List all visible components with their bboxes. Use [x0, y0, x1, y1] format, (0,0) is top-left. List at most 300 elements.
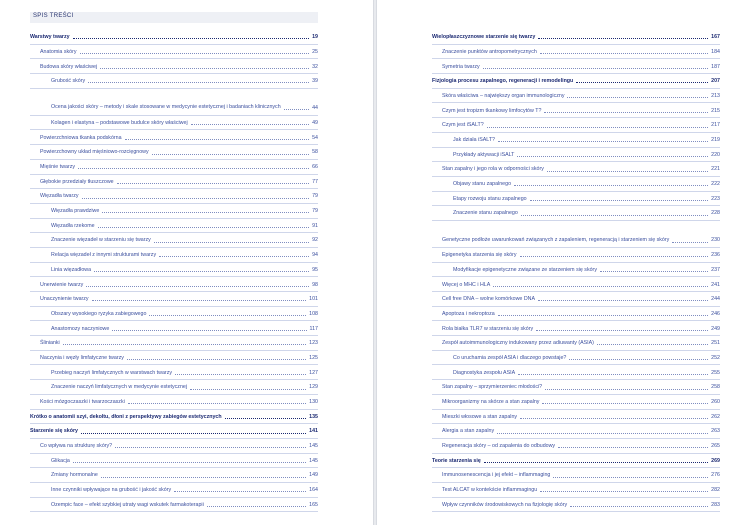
dot-leader [80, 53, 310, 54]
toc-entry-page: 276 [711, 472, 720, 479]
dot-leader [86, 286, 309, 287]
toc-entry-page: 167 [711, 34, 720, 41]
dot-leader [570, 506, 708, 507]
dot-leader [553, 477, 708, 478]
toc-entry[interactable] [30, 160, 318, 175]
toc-entry-line [442, 93, 720, 100]
toc-entry-line [40, 135, 318, 142]
toc-entry-page: 32 [312, 63, 318, 70]
toc-entry-line [453, 181, 720, 188]
toc-entry[interactable] [30, 116, 318, 131]
toc-entry-line [40, 399, 318, 406]
toc-entry-page: 58 [312, 149, 318, 156]
toc-entry-line [442, 414, 720, 421]
toc-entry-page: 246 [711, 310, 720, 317]
toc-entry-title: Znaczenie stanu zapalnego [453, 210, 518, 217]
dot-leader [547, 171, 708, 172]
toc-entry-title: Fizjologia procesu zapalnego, regeneracji i remodelingu [432, 78, 574, 85]
toc-entry-page: 213 [711, 92, 720, 99]
toc-entry-title: Naczynia i węzły limfatyczne twarzy [40, 354, 124, 361]
toc-entry[interactable] [432, 148, 720, 163]
toc-entry-page: 19 [312, 34, 318, 41]
dot-leader [567, 97, 708, 98]
dot-leader [92, 300, 307, 301]
toc-entry-title: Anastomozy naczyniowe [51, 325, 110, 332]
toc-entry-title: Budowa skóry właściwej [40, 63, 98, 70]
toc-entry[interactable] [30, 45, 318, 60]
dot-leader [672, 242, 708, 243]
dot-leader [569, 359, 708, 360]
toc-entry-line [40, 193, 318, 200]
toc-entry-line [453, 137, 720, 144]
toc-entry-line [40, 64, 318, 71]
toc-entry-line [40, 340, 318, 347]
toc-entry-page: 187 [711, 63, 720, 70]
toc-entry-line [442, 443, 720, 450]
section-header-label: SPIS TREŚCI [33, 13, 74, 19]
toc-entry[interactable] [432, 454, 720, 469]
toc-entry-line [51, 208, 318, 215]
toc-entry-line [30, 414, 318, 421]
dot-leader [63, 344, 306, 345]
toc-entry-line [51, 223, 318, 230]
toc-entry-line [442, 296, 720, 303]
toc-entry-title: Krótko o anatomii szyi, dekoltu, dłoni z perspektywy zabiegów estetycznych [30, 413, 222, 420]
toc-entry-page: 244 [711, 296, 720, 303]
toc-entry-page: 91 [312, 222, 318, 229]
dot-leader [520, 256, 709, 257]
toc-entry[interactable] [30, 219, 318, 234]
toc-entry-page: 164 [309, 487, 318, 494]
toc-entry-line [51, 78, 318, 85]
toc-entry[interactable] [432, 133, 720, 148]
dot-leader [540, 491, 708, 492]
toc-entry[interactable] [432, 59, 720, 74]
toc-entry-page: 263 [711, 428, 720, 435]
toc-entry-page: 66 [312, 164, 318, 170]
toc-entry-title: Symetria twarzy [442, 63, 480, 70]
dot-leader [128, 403, 306, 404]
right-page [377, 0, 750, 525]
toc-entry-line [51, 472, 318, 479]
toc-entry[interactable] [30, 321, 318, 336]
dot-leader [127, 359, 306, 360]
toc-entry-line [51, 120, 318, 127]
toc-entry-line [453, 210, 720, 217]
dot-leader [497, 433, 708, 434]
toc-entry[interactable] [30, 424, 318, 439]
toc-entry-line [453, 370, 720, 377]
toc-entry-line [51, 252, 318, 259]
dot-leader [174, 491, 306, 492]
toc-entry-page: 207 [711, 78, 720, 85]
dot-leader [73, 462, 306, 463]
toc-entry-line [30, 34, 318, 41]
toc-entry-page: 145 [309, 443, 318, 450]
toc-entry-title: Znaczenie więzadeł w starzeniu się twarzy [51, 237, 151, 244]
toc-list-right [432, 30, 720, 512]
toc-entry-page: 95 [312, 266, 318, 273]
dot-leader [159, 256, 309, 257]
toc-entry-line [442, 428, 720, 435]
toc-entry-page: 25 [312, 48, 318, 55]
toc-entry-line [442, 340, 720, 347]
toc-entry-page: 241 [711, 281, 720, 288]
dot-leader [190, 389, 306, 390]
dot-leader [538, 300, 708, 301]
dot-leader [73, 38, 310, 39]
toc-entry-page: 127 [309, 369, 318, 376]
toc-entry-page: 141 [309, 428, 318, 435]
toc-entry[interactable] [432, 498, 720, 513]
toc-entry[interactable] [30, 89, 318, 116]
toc-entry-page: 220 [711, 151, 720, 158]
toc-entry-line [40, 282, 318, 289]
toc-entry-title: Cell free DNA – wolne komórkowe DNA [442, 296, 536, 303]
dot-leader [536, 330, 708, 331]
toc-entry-title: Ozempic face – efekt szybkiej utraty wagi wskutek farmakoterapii [51, 501, 204, 508]
toc-entry-title: Zmiany hormonalne [51, 472, 98, 479]
toc-entry-title: Linia więzadłowa [51, 266, 92, 273]
toc-entry[interactable] [432, 162, 720, 177]
dot-leader [125, 139, 310, 140]
dot-leader [517, 156, 708, 157]
toc-entry-line [40, 179, 318, 186]
toc-entry[interactable] [30, 365, 318, 380]
dot-leader [207, 506, 306, 507]
toc-entry-line [453, 267, 720, 274]
toc-entry-title: Wielopłaszczyznowe starzenie się twarzy [432, 34, 536, 41]
toc-entry-title: Glikacja [51, 457, 70, 464]
toc-entry[interactable] [30, 439, 318, 454]
toc-entry-page: 265 [711, 443, 720, 450]
toc-entry-page: 269 [711, 457, 720, 464]
toc-entry-page: 228 [711, 210, 720, 217]
left-page [0, 0, 373, 525]
toc-entry-line [40, 443, 318, 450]
toc-entry-title: Więzadła rzekome [51, 222, 95, 229]
toc-entry-title: Głębokie przedziały tłuszczowe [40, 178, 114, 185]
toc-entry-page: 237 [711, 266, 720, 273]
toc-entry-page: 255 [711, 369, 720, 376]
dot-leader [520, 418, 708, 419]
dot-leader [597, 344, 708, 345]
toc-entry-line [442, 236, 720, 244]
toc-entry-page: 135 [309, 413, 318, 420]
toc-entry-page: 130 [309, 399, 318, 405]
toc-entry[interactable] [432, 292, 720, 307]
toc-entry[interactable] [30, 410, 318, 425]
toc-entry[interactable] [30, 454, 318, 469]
toc-entry-title: Anatomia skóry [40, 48, 77, 55]
toc-entry[interactable] [432, 118, 720, 133]
toc-entry-line [40, 296, 318, 303]
toc-entry-title: Etapy rozwoju stanu zapalnego [453, 195, 527, 202]
toc-entry-page: 94 [312, 252, 318, 259]
dot-leader [576, 82, 708, 83]
toc-entry[interactable] [432, 380, 720, 395]
toc-entry-title: Modyfikacje epigenetyczne związane ze starzeniem się skóry [453, 266, 597, 273]
toc-entry-page: 222 [711, 181, 720, 188]
toc-entry-page: 39 [312, 78, 318, 85]
dot-leader [94, 271, 309, 272]
toc-entry-line [442, 399, 720, 406]
toc-entry[interactable] [432, 277, 720, 292]
toc-entry-line [442, 487, 720, 494]
toc-entry[interactable] [432, 351, 720, 366]
toc-entry[interactable] [30, 380, 318, 395]
toc-entry-line [432, 458, 720, 465]
toc-entry[interactable] [30, 351, 318, 366]
toc-entry-page: 79 [312, 208, 318, 215]
toc-entry[interactable] [432, 468, 720, 483]
dot-leader [498, 141, 708, 142]
toc-entry[interactable] [432, 336, 720, 351]
toc-entry-line [442, 252, 720, 259]
toc-entry-title: Powierzchniowa tkanka podskórna [40, 134, 122, 141]
toc-entry-page: 98 [312, 281, 318, 288]
dot-leader [483, 68, 708, 69]
dot-leader [112, 330, 306, 331]
toc-entry-line [453, 152, 720, 159]
toc-entry-page: 249 [711, 325, 720, 332]
toc-entry-title: Więzadła prawdziwe [51, 208, 100, 215]
toc-entry-title: Co wpływa na strukturę skóry? [40, 443, 113, 450]
toc-entry-title: Przykłady aktywacji iSALT [453, 151, 515, 158]
toc-entry-line [442, 282, 720, 289]
toc-entry-title: Epigenetyka starzenia się skóry [442, 252, 517, 259]
toc-entry[interactable] [30, 498, 318, 513]
toc-list-left [30, 30, 318, 512]
toc-entry-page: 92 [312, 237, 318, 244]
toc-entry-page: 54 [312, 134, 318, 141]
toc-entry-title: Więcej o MHC i HLA [442, 281, 491, 288]
toc-entry-line [30, 428, 318, 435]
toc-entry-title: Stan zapalny i jego rola w odporności skóry [442, 166, 544, 173]
toc-entry[interactable] [30, 74, 318, 89]
toc-entry-line [442, 502, 720, 509]
toc-entry-title: Jak działa iSALT? [453, 137, 496, 143]
dot-leader [284, 109, 309, 110]
section-header-bar [30, 12, 318, 23]
toc-entry-title: Ocena jakości skóry – metody i skale stosowane w medycynie estetycznej i badaniach klinicznych [51, 104, 281, 111]
dot-leader [101, 477, 306, 478]
dot-leader [600, 271, 708, 272]
toc-entry-page: 125 [309, 354, 318, 361]
dot-leader [545, 389, 708, 390]
toc-entry-page: 117 [309, 325, 318, 332]
toc-entry[interactable] [432, 307, 720, 322]
toc-entry-page: 215 [711, 107, 720, 114]
toc-entry-title: Mikroorganizmy na skórze a stan zapalny [442, 399, 540, 405]
dot-leader [518, 374, 708, 375]
toc-entry-title: Relacja więzadeł z innymi strukturami twarzy [51, 252, 157, 259]
toc-entry-title: Objawy stanu zapalnego [453, 181, 512, 188]
toc-entry-title: Przebieg naczyń limfatycznych w warstwach twarzy [51, 369, 172, 376]
dot-leader [542, 403, 708, 404]
toc-entry-title: Diagnostyka zespołu ASIA [453, 369, 516, 376]
toc-entry-page: 101 [309, 296, 318, 303]
toc-entry-page: 260 [711, 399, 720, 405]
toc-entry-page: 282 [711, 487, 720, 494]
toc-entry[interactable] [30, 59, 318, 74]
toc-entry-title: Czym jest iSALT? [442, 122, 484, 129]
toc-entry[interactable] [30, 277, 318, 292]
toc-entry-page: 123 [309, 340, 318, 347]
toc-entry-line [40, 149, 318, 156]
toc-entry-line [51, 458, 318, 465]
toc-entry-page: 79 [312, 193, 318, 200]
toc-entry[interactable] [30, 30, 318, 45]
toc-entry-title: Obszary wysokiego ryzyka zabiegowego [51, 310, 147, 317]
toc-entry[interactable] [30, 204, 318, 219]
dot-leader [484, 462, 708, 463]
dot-leader [538, 38, 708, 39]
toc-entry[interactable] [432, 177, 720, 192]
toc-entry-line [442, 166, 720, 173]
toc-entry[interactable] [432, 103, 720, 118]
toc-entry[interactable] [30, 468, 318, 483]
toc-entry-line [51, 502, 318, 509]
dot-leader [558, 447, 708, 448]
toc-entry[interactable] [432, 410, 720, 425]
toc-entry-title: Teorie starzenia się [432, 457, 481, 464]
toc-entry-page: 236 [711, 252, 720, 259]
dot-leader [540, 53, 708, 54]
toc-entry-title: Unerwienie twarzy [40, 281, 84, 288]
dot-leader [78, 168, 309, 169]
toc-entry[interactable] [30, 336, 318, 351]
toc-entry[interactable] [432, 395, 720, 410]
dot-leader [100, 68, 309, 69]
toc-entry-page: 221 [711, 166, 720, 173]
toc-entry-title: Grubość skóry [51, 78, 86, 85]
toc-entry[interactable] [432, 30, 720, 45]
toc-entry[interactable] [432, 221, 720, 248]
toc-entry-line [442, 311, 720, 318]
dot-leader [514, 185, 708, 186]
dot-leader [225, 418, 307, 419]
dot-leader [191, 124, 309, 125]
toc-entry[interactable] [30, 189, 318, 204]
toc-entry[interactable] [432, 248, 720, 263]
dot-leader [175, 374, 306, 375]
toc-entry-page: 145 [309, 457, 318, 464]
toc-entry-title: Mięśnie twarzy [40, 164, 76, 170]
dot-leader [487, 127, 708, 128]
toc-entry-page: 49 [312, 119, 318, 126]
toc-entry-page: 217 [711, 122, 720, 129]
toc-entry-line [442, 122, 720, 129]
toc-entry-line [51, 103, 318, 111]
toc-entry[interactable] [30, 395, 318, 410]
dot-leader [152, 154, 309, 155]
toc-entry-line [51, 237, 318, 244]
toc-entry-line [40, 49, 318, 56]
toc-entry-title: Starzenie się skóry [30, 428, 78, 435]
toc-entry-line [432, 34, 720, 41]
toc-entry-page: 251 [711, 340, 720, 347]
toc-entry[interactable] [30, 292, 318, 307]
toc-entry-line [51, 370, 318, 377]
toc-entry-title: Co uruchamia zespół ASIA i dlaczego powstaje? [453, 354, 567, 361]
toc-entry-title: Warstwy twarzy [30, 34, 70, 41]
toc-entry-title: Ślinianki [40, 340, 60, 347]
toc-entry-title: Alergia a stan zapalny [442, 428, 495, 435]
toc-entry-page: 258 [711, 384, 720, 391]
toc-entry[interactable] [30, 175, 318, 190]
dot-leader [149, 315, 306, 316]
toc-entry-title: Czym jest tropizm tkankowy limfocytów T? [442, 107, 542, 114]
toc-entry-title: Skóra właściwa – największy organ immunologiczny [442, 92, 565, 99]
toc-entry[interactable] [432, 321, 720, 336]
toc-entry[interactable] [30, 248, 318, 263]
toc-entry-page: 184 [711, 48, 720, 55]
toc-entry-page: 219 [711, 137, 720, 143]
toc-entry[interactable] [432, 365, 720, 380]
toc-entry[interactable] [432, 263, 720, 278]
toc-entry[interactable] [30, 145, 318, 160]
toc-entry[interactable] [432, 45, 720, 60]
toc-entry-title: Kości mózgoczaszki i twarzoczaszki [40, 399, 125, 405]
dot-leader [493, 286, 708, 287]
toc-entry-title: Apoptoza i nekroptoza [442, 310, 495, 317]
toc-entry[interactable] [432, 439, 720, 454]
toc-entry-page: 108 [309, 310, 318, 317]
toc-entry[interactable] [432, 74, 720, 89]
dot-leader [117, 183, 309, 184]
toc-entry[interactable] [30, 263, 318, 278]
toc-entry-page: 262 [711, 413, 720, 420]
toc-entry[interactable] [432, 483, 720, 498]
toc-entry-title: Znaczenie naczyń limfatycznych w medycynie estetycznej [51, 384, 188, 391]
dot-leader [498, 315, 708, 316]
toc-entry[interactable] [30, 130, 318, 145]
toc-entry[interactable] [432, 192, 720, 207]
dot-leader [544, 112, 708, 113]
toc-entry[interactable] [30, 307, 318, 322]
toc-entry-title: Wpływ czynników środowiskowych na fizjologię skóry [442, 501, 568, 508]
toc-entry[interactable] [432, 89, 720, 104]
toc-entry-line [432, 78, 720, 85]
dot-leader [115, 447, 306, 448]
toc-entry-line [40, 355, 318, 362]
toc-entry-page: 77 [312, 178, 318, 185]
dot-leader [88, 82, 309, 83]
toc-entry-title: Inne czynniki wpływające na grubość i jakość skóry [51, 487, 172, 494]
toc-entry-title: Mieszki włosowe a stan zapalny [442, 413, 518, 420]
toc-entry-line [51, 267, 318, 274]
toc-entry[interactable] [30, 483, 318, 498]
toc-entry-title: Znaczenie punktów antropometrycznych [442, 48, 537, 55]
dot-leader [81, 433, 306, 434]
toc-entry-line [453, 196, 720, 203]
toc-entry[interactable] [432, 424, 720, 439]
toc-entry-page: 223 [711, 195, 720, 202]
toc-entry-title: Powierzchowny układ mięśniowo-rozcięgnowy [40, 149, 149, 156]
toc-entry-title: Rola białka TLR7 w starzeniu się skóry [442, 325, 534, 332]
toc-entry-line [51, 326, 318, 333]
toc-entry[interactable] [432, 206, 720, 221]
toc-entry-line [453, 355, 720, 362]
toc-entry-page: 252 [711, 354, 720, 361]
toc-entry[interactable] [30, 233, 318, 248]
toc-entry-title: Genetyczne podłoże uwarunkowań związanych z zapaleniem, regeneracją i starzeniem się skóry [442, 236, 670, 243]
toc-entry-page: 149 [309, 472, 318, 479]
dot-leader [82, 198, 310, 199]
dot-leader [530, 200, 709, 201]
toc-entry-line [51, 311, 318, 318]
